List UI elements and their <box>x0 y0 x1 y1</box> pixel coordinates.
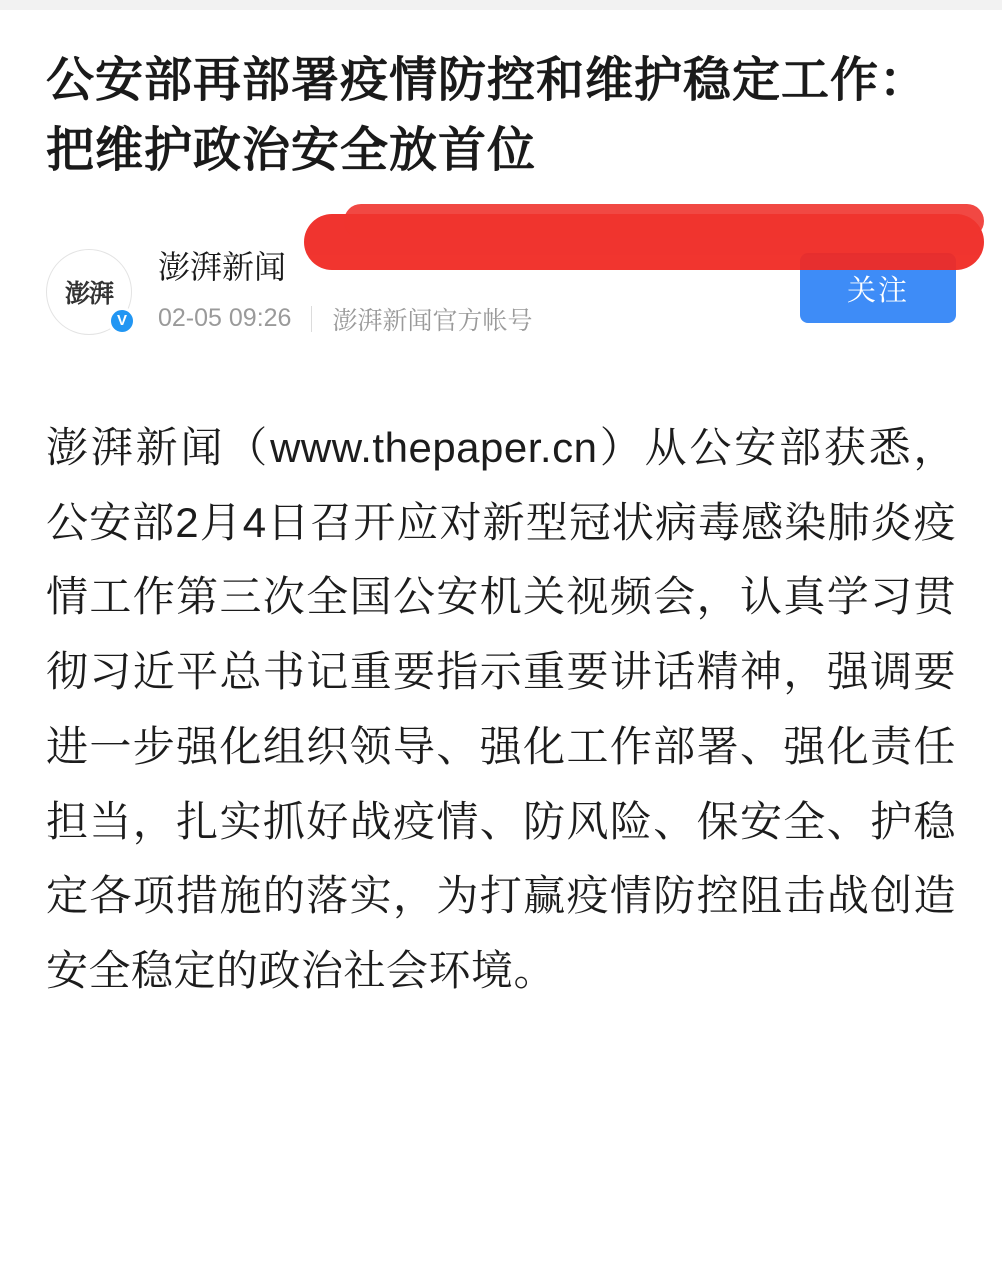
status-strip <box>0 0 1002 10</box>
article-content <box>0 46 1002 1009</box>
author-submeta <box>158 301 532 337</box>
timestamp: 02-05 09:26 <box>158 304 292 333</box>
avatar-label: 澎湃 <box>64 280 113 308</box>
author-name[interactable]: 澎湃新闻 <box>158 249 287 286</box>
page-title: 公安部再部署疫情防控和维护稳定工作：把维护政治安全放首位 <box>46 54 929 177</box>
follow-button[interactable]: 关注 <box>800 253 956 323</box>
red-highlight-annotation <box>304 214 984 270</box>
account-type: 澎湃新闻官方帐号 <box>332 306 533 335</box>
title-container <box>46 46 956 185</box>
divider <box>311 306 312 332</box>
verified-badge-icon: V <box>108 307 136 335</box>
article-body: 澎湃新闻（www.thepaper.cn）从公安部获悉，公安部2月4日召开应对新型冠状病毒感染肺炎疫情工作第三次全国公安机关视频会，认真学习贯彻习近平总书记重要指示重要讲话精神，强调要进一步强化组织领导、强化工作部署、强化责任担当，扎实抓好战疫情、防风险、保安全、护稳定各项措施的落实，为打赢疫情防控阻击战创造安全稳定的政治社会环境。 <box>46 423 956 995</box>
